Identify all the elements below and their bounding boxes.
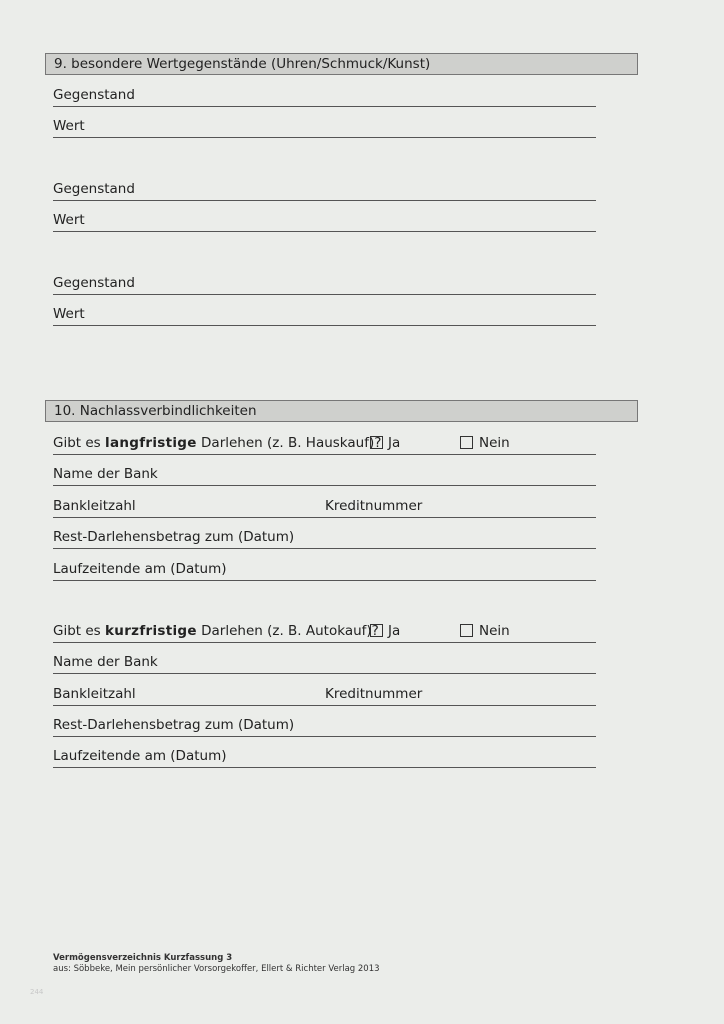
- rest-amount-label: Rest-Darlehensbetrag zum (Datum): [53, 529, 295, 545]
- question-suffix: Darlehen (z. B. Hauskauf)?: [201, 435, 382, 451]
- sort-code-label: Bankleitzahl: [53, 498, 136, 514]
- term-end-label: Laufzeitende am (Datum): [53, 748, 227, 764]
- question-emphasis: langfristige: [105, 435, 197, 451]
- item-label: Gegenstand: [53, 87, 135, 103]
- term-end-label: Laufzeitende am (Datum): [53, 561, 227, 577]
- long-term-loan-question: [53, 434, 596, 455]
- question-text: [53, 622, 379, 640]
- question-prefix: Gibt es: [53, 435, 101, 451]
- bank-name-label: Name der Bank: [53, 466, 158, 482]
- yes-checkbox[interactable]: [370, 436, 383, 449]
- no-label: Nein: [479, 435, 510, 451]
- term-end-field-2[interactable]: [53, 747, 596, 768]
- bank-name-label: Name der Bank: [53, 654, 158, 670]
- question-prefix: Gibt es: [53, 623, 101, 639]
- section-10-header: [45, 400, 638, 422]
- term-end-field-1[interactable]: [53, 560, 596, 581]
- no-checkbox[interactable]: [460, 436, 473, 449]
- page-number: 244: [30, 988, 44, 996]
- question-text: [53, 434, 381, 452]
- rest-amount-label: Rest-Darlehensbetrag zum (Datum): [53, 717, 295, 733]
- item-label: Gegenstand: [53, 181, 135, 197]
- valuable-value-field-3[interactable]: [53, 305, 596, 326]
- section-10-title: 10. Nachlassverbindlichkeiten: [54, 403, 257, 419]
- no-label: Nein: [479, 623, 510, 639]
- question-emphasis: kurzfristige: [105, 623, 197, 639]
- value-label: Wert: [53, 118, 85, 134]
- rest-amount-field-1[interactable]: [53, 528, 596, 549]
- item-label: Gegenstand: [53, 275, 135, 291]
- valuable-value-field-1[interactable]: [53, 117, 596, 138]
- no-checkbox[interactable]: [460, 624, 473, 637]
- credit-number-label: Kreditnummer: [325, 686, 423, 702]
- bank-code-credit-field-1[interactable]: [53, 497, 596, 518]
- yes-label: Ja: [388, 435, 401, 451]
- short-term-loan-question: [53, 622, 596, 643]
- section-9-title: 9. besondere Wertgegenstände (Uhren/Schmuck/Kunst): [54, 56, 431, 72]
- valuable-item-field-1[interactable]: [53, 86, 596, 107]
- valuable-value-field-2[interactable]: [53, 211, 596, 232]
- bank-name-field-1[interactable]: [53, 465, 596, 486]
- credit-number-label: Kreditnummer: [325, 498, 423, 514]
- section-9-header: [45, 53, 638, 75]
- bank-code-credit-field-2[interactable]: [53, 685, 596, 706]
- question-suffix: Darlehen (z. B. Autokauf)?: [201, 623, 379, 639]
- value-label: Wert: [53, 212, 85, 228]
- bank-name-field-2[interactable]: [53, 653, 596, 674]
- footer-title: Vermögensverzeichnis Kurzfassung 3: [53, 953, 233, 963]
- valuable-item-field-3[interactable]: [53, 274, 596, 295]
- footer-source: aus: Söbbeke, Mein persönlicher Vorsorgekoffer, Ellert & Richter Verlag 2013: [53, 964, 380, 974]
- value-label: Wert: [53, 306, 85, 322]
- valuable-item-field-2[interactable]: [53, 180, 596, 201]
- sort-code-label: Bankleitzahl: [53, 686, 136, 702]
- yes-checkbox[interactable]: [370, 624, 383, 637]
- yes-label: Ja: [388, 623, 401, 639]
- rest-amount-field-2[interactable]: [53, 716, 596, 737]
